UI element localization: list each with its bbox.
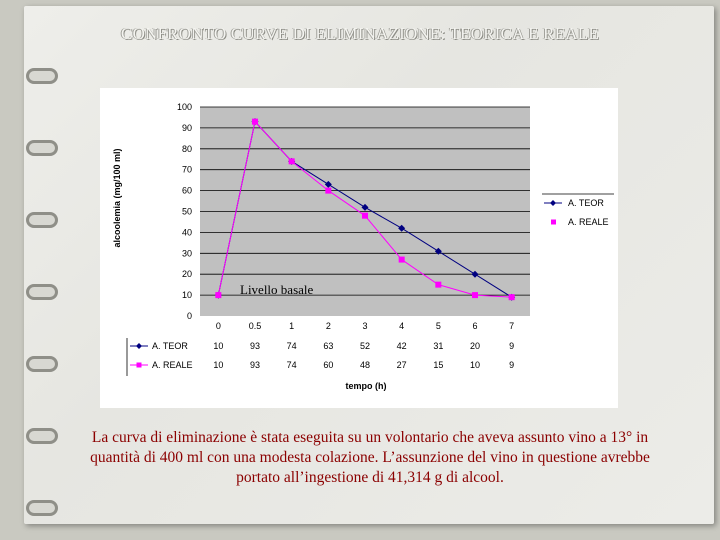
table-cell: 9 <box>509 360 515 370</box>
table-cell: 63 <box>323 341 334 351</box>
table-cell: 9 <box>509 341 515 351</box>
data-point-reale <box>215 292 221 298</box>
chart-container <box>100 88 618 408</box>
legend-marker-reale <box>551 220 556 225</box>
slide-title: CONFRONTO CURVE DI ELIMINAZIONE: TEORICA E REALE <box>121 24 599 43</box>
x-axis-label: tempo (h) <box>345 381 387 391</box>
caption-text: La curva di eliminazione è stata eseguita su un volontario che aveva assunto vino a 13° in quantità di 400 ml con una modesta colazione. L’assunzione del vino in questione avrebbe portato all’ingestione di 41,314 g di alcool. <box>90 429 650 486</box>
y-tick-label: 90 <box>181 122 192 133</box>
annotation-livello-basale: Livello basale <box>240 282 314 297</box>
x-tick-label: 4 <box>399 321 405 331</box>
legend-label: A. TEOR <box>568 198 604 208</box>
table-cell: 20 <box>469 341 481 351</box>
binder-ring <box>26 284 58 300</box>
binder-ring <box>26 212 58 228</box>
legend-label: A. REALE <box>568 217 609 227</box>
table-cell: 48 <box>359 360 371 370</box>
y-tick-label: 0 <box>186 311 192 321</box>
table-cell: 74 <box>286 341 297 351</box>
table-cell: 10 <box>213 360 224 370</box>
data-point-reale <box>252 119 258 125</box>
y-tick-label: 50 <box>181 206 192 217</box>
table-row-label: A. TEOR <box>152 341 188 351</box>
y-tick-label: 80 <box>181 143 192 154</box>
y-tick-label: 20 <box>181 269 192 280</box>
table-cell: 10 <box>469 360 481 370</box>
x-tick-label: 6 <box>472 321 478 331</box>
x-tick-label: 5 <box>435 321 441 331</box>
binder-ring <box>26 140 58 156</box>
x-tick-label: 7 <box>509 321 515 331</box>
y-axis-label: alcoolemia (mg/100 ml) <box>112 148 122 248</box>
data-point-reale <box>289 158 295 164</box>
data-point-reale <box>362 213 368 219</box>
table-cell: 52 <box>359 341 371 351</box>
data-point-reale <box>509 294 515 300</box>
table-cell: 74 <box>286 360 297 370</box>
x-tick-label: 3 <box>362 321 368 331</box>
table-cell: 10 <box>213 341 224 351</box>
binder-ring <box>26 356 58 372</box>
legend-marker-teor <box>550 200 556 206</box>
y-tick-label: 40 <box>181 227 192 238</box>
y-tick-label: 100 <box>176 102 192 112</box>
table-cell: 15 <box>433 360 444 370</box>
table-cell: 31 <box>433 341 444 351</box>
x-tick-label: 2 <box>325 321 331 331</box>
y-tick-label: 10 <box>181 290 192 301</box>
table-cell: 27 <box>396 360 407 370</box>
table-cell: 42 <box>396 341 407 351</box>
y-tick-label: 70 <box>181 164 192 175</box>
table-legend-marker-reale <box>137 363 142 368</box>
data-point-reale <box>399 257 405 263</box>
table-row-label: A. REALE <box>152 360 193 370</box>
table-cell: 60 <box>323 360 334 370</box>
table-cell: 93 <box>249 360 261 370</box>
table-cell: 93 <box>249 341 261 351</box>
x-tick-label: 0.5 <box>248 321 262 331</box>
binder-ring <box>26 68 58 84</box>
line-chart <box>100 88 618 408</box>
data-point-reale <box>472 292 478 298</box>
binder-ring <box>26 500 58 516</box>
binder-ring <box>26 428 58 444</box>
x-tick-label: 0 <box>215 321 221 331</box>
table-legend-marker-teor <box>136 343 142 349</box>
y-tick-label: 60 <box>181 185 192 196</box>
y-tick-label: 30 <box>181 248 192 259</box>
x-tick-label: 1 <box>289 321 295 331</box>
data-point-reale <box>325 188 331 194</box>
data-point-reale <box>435 282 441 288</box>
